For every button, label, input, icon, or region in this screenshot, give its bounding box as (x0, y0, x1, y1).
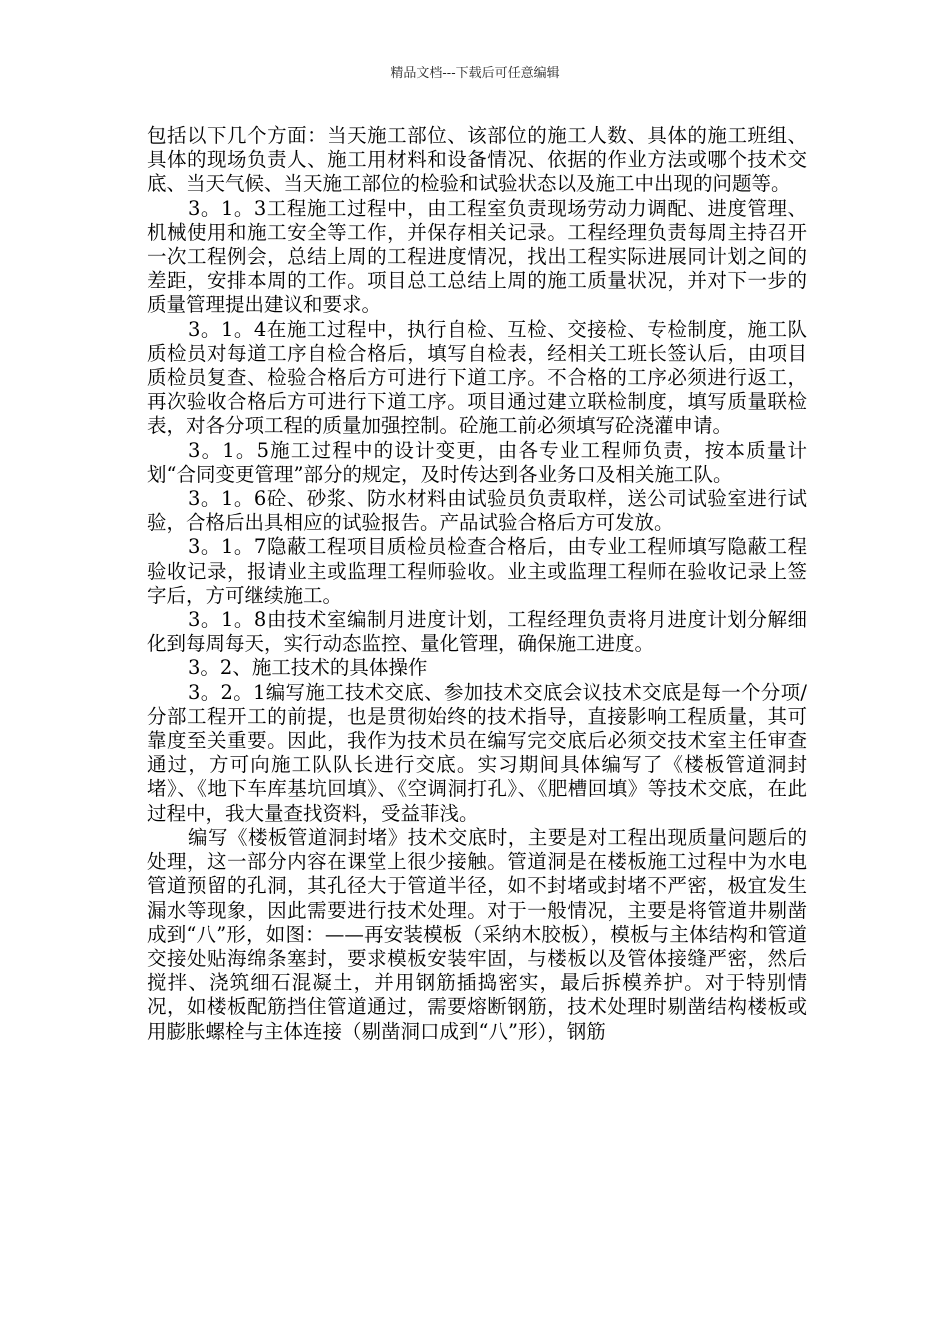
paragraph-pipe-sealing: 编写《楼板管道洞封堵》技术交底时，主要是对工程出现质量问题后的处理，这一部分内容在课堂上很少接触。管道洞是在楼板施工过程中为水电管道预留的孔洞，其孔径大于管道半径，如不封堵或封堵不严密，极宜发生漏水等现象，因此需要进行技术处理。对于一般情况，主要是将管道井剔凿成到“八”形，如图：——再安装模板（采纳木胶板），模板与主体结构和管道交接处贴海绵条塞封，要求模板安装牢固，与楼板以及管体接缝严密，然后搅拌、浇筑细石混凝土，并用钢筋插捣密实，最后拆模养护。对于特别情况，如楼板配筋挡住管道通过，需要熔断钢筋，技术处理时剔凿结构楼板或用膨胀螺栓与主体连接（剔凿洞口成到“八”形），钢筋 (147, 825, 807, 1043)
document-body (147, 124, 807, 1044)
paragraph-3-1-3: 3。1。3工程施工过程中，由工程室负责现场劳动力调配、进度管理、机械使用和施工安全等工作，并保存相关记录。工程经理负责每周主持召开一次工程例会，总结上周的工程进度情况，找出工程实际进展同计划之间的差距，安排本周的工作。项目总工总结上周的施工质量状况，并对下一步的质量管理提出建议和要求。 (147, 196, 807, 317)
paragraph-3-1-5: 3。1。5施工过程中的设计变更，由各专业工程师负责，按本质量计划“合同变更管理”部分的规定，及时传达到各业务口及相关施工队。 (147, 438, 807, 486)
paragraph-3-1-6: 3。1。6砼、砂浆、防水材料由试验员负责取样，送公司试验室进行试验，合格后出具相应的试验报告。产品试验合格后方可发放。 (147, 487, 807, 535)
paragraph-3-1-4: 3。1。4在施工过程中，执行自检、互检、交接检、专检制度，施工队质检员对每道工序自检合格后，填写自检表，经相关工班长签认后，由项目质检员复查、检验合格后方可进行下道工序。不合格的工序必须进行返工，再次验收合格后方可进行下道工序。项目通过建立联检制度，填写质量联检表，对各分项工程的质量加强控制。砼施工前必须填写砼浇灌申请。 (147, 317, 807, 438)
paragraph-3-2-1: 3。2。1编写施工技术交底、参加技术交底会议技术交底是每一个分项/分部工程开工的前提，也是贯彻始终的技术指导，直接影响工程质量，其可靠度至关重要。因此，我作为技术员在编写完交底后必须交技术室主任审查通过，方可向施工队队长进行交底。实习期间具体编写了《楼板管道洞封堵》、《地下车库基坑回填》、《空调洞打孔》、《肥槽回填》等技术交底，在此过程中，我大量查找资料，受益菲浅。 (147, 680, 807, 825)
page-header: 精品文档---下载后可任意编辑 (390, 66, 560, 81)
paragraph-continuation: 包括以下几个方面：当天施工部位、该部位的施工人数、具体的施工班组、具体的现场负责人、施工用材料和设备情况、依据的作业方法或哪个技术交底、当天气候、当天施工部位的检验和试验状态以及施工中出现的问题等。 (147, 124, 807, 196)
paragraph-3-1-8: 3。1。8由技术室编制月进度计划，工程经理负责将月进度计划分解细化到每周每天，实行动态监控、量化管理，确保施工进度。 (147, 608, 807, 656)
paragraph-3-1-7: 3。1。7隐蔽工程项目质检员检查合格后，由专业工程师填写隐蔽工程验收记录，报请业主或监理工程师验收。业主或监理工程师在验收记录上签字后，方可继续施工。 (147, 535, 807, 607)
section-heading-3-2: 3。2、施工技术的具体操作 (188, 656, 428, 680)
